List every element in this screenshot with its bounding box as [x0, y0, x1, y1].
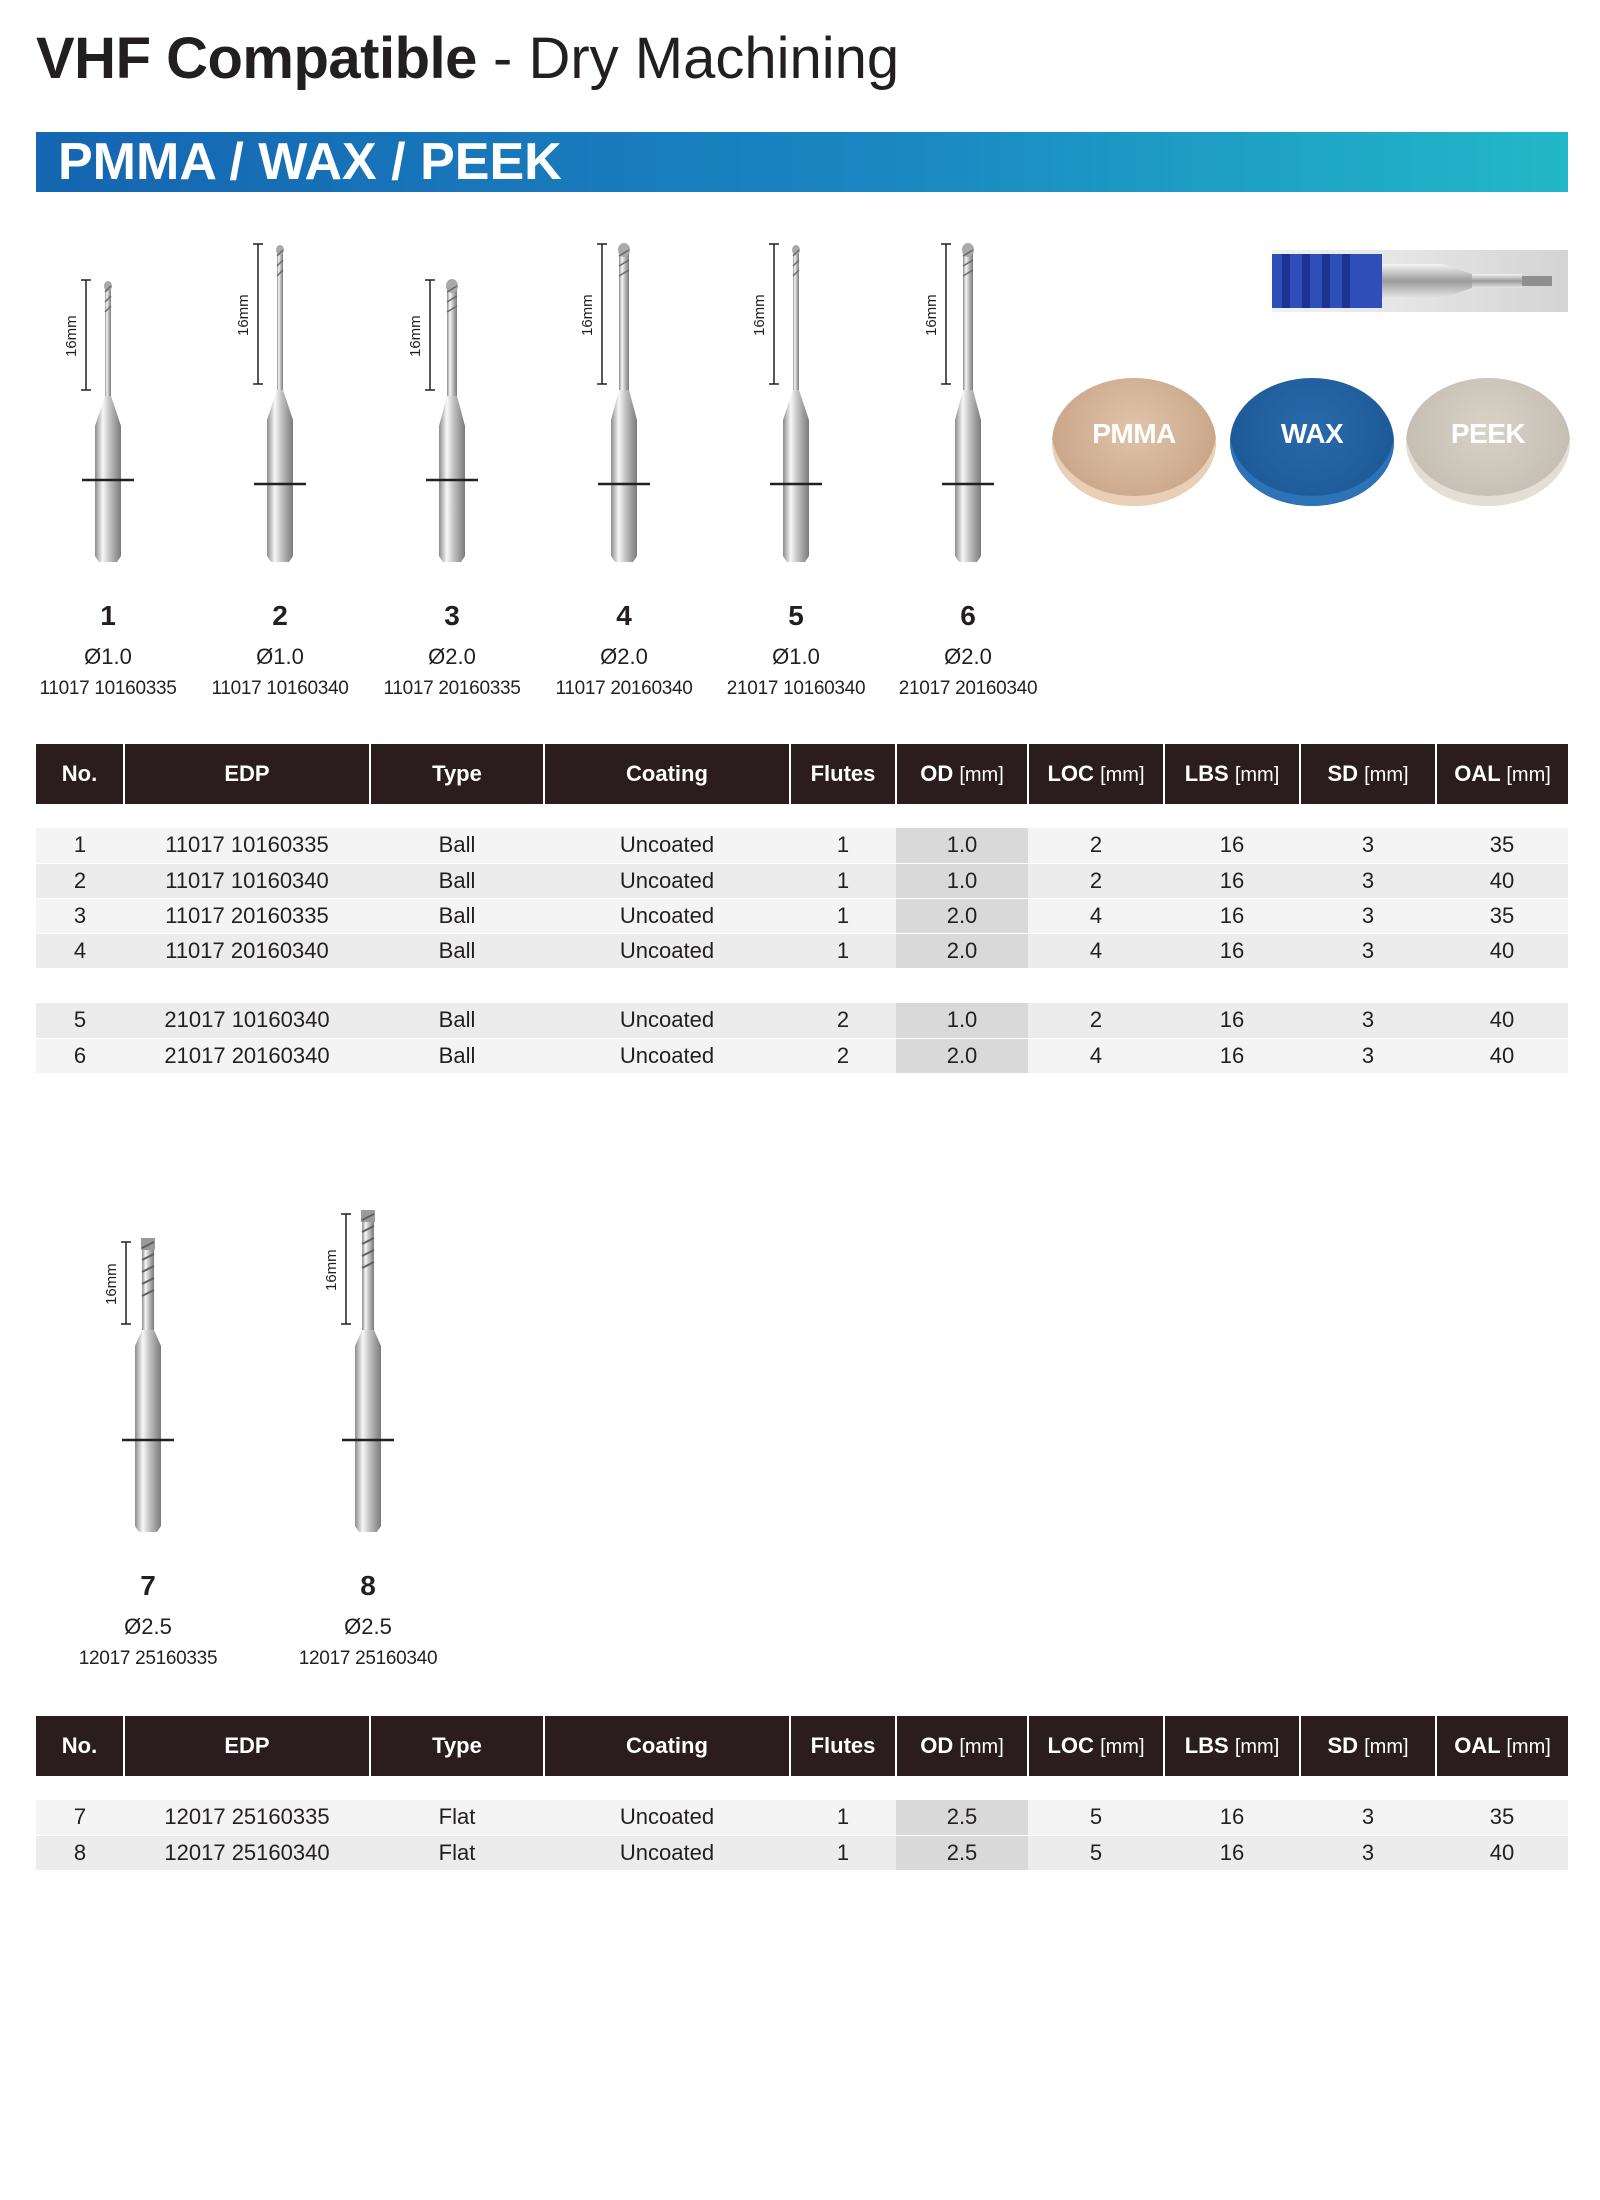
table-2-header: [36, 1716, 1568, 1776]
wax-label: WAX: [1280, 418, 1344, 449]
tool-edp: 12017 25160340: [298, 1648, 438, 1669]
end-mill-illustration: [288, 1210, 448, 1540]
col-od: OD [mm]: [896, 744, 1028, 804]
cell-loc: 2: [1028, 1003, 1164, 1038]
cell-sd: 3: [1300, 898, 1436, 933]
cell-flutes: 1: [790, 933, 896, 968]
cell-sd: 3: [1300, 1800, 1436, 1835]
cell-flutes: 1: [790, 1800, 896, 1835]
table-row: [36, 933, 1568, 968]
col-oal: OAL [mm]: [1436, 744, 1568, 804]
col-flutes: Flutes: [790, 1716, 896, 1776]
cell-od: 2.0: [896, 933, 1028, 968]
cell-oal: 40: [1436, 863, 1568, 898]
cell-loc: 5: [1028, 1835, 1164, 1870]
cell-od: 2.5: [896, 1800, 1028, 1835]
tool-edp: 21017 20160340: [898, 678, 1038, 699]
col-coating: Coating: [544, 1716, 790, 1776]
cell-flutes: 2: [790, 1038, 896, 1073]
length-label: 16mm: [63, 315, 80, 357]
cell-lbs: 16: [1164, 933, 1300, 968]
tool-edp: 21017 10160340: [726, 678, 866, 699]
table-row: [36, 898, 1568, 933]
table-row: [36, 1800, 1568, 1835]
cell-flutes: 1: [790, 1835, 896, 1870]
cell-type: Flat: [370, 1800, 544, 1835]
tool-diameter: Ø2.5: [124, 1614, 172, 1639]
spec-table-2: [36, 1716, 1568, 1871]
wax-disc: [1230, 378, 1394, 506]
cell-type: Ball: [370, 863, 544, 898]
end-mill-illustration: [68, 1210, 228, 1540]
tool-diameter: Ø2.0: [428, 644, 476, 669]
cell-oal: 40: [1436, 1835, 1568, 1870]
cell-type: Ball: [370, 1003, 544, 1038]
tool-edp: 12017 25160335: [78, 1648, 218, 1669]
table-row: [36, 828, 1568, 863]
cell-coating: Uncoated: [544, 1038, 790, 1073]
tool-number: 4: [616, 600, 632, 631]
cell-lbs: 16: [1164, 1800, 1300, 1835]
length-label: 16mm: [235, 294, 252, 336]
cell-coating: Uncoated: [544, 1835, 790, 1870]
table-row: [36, 1003, 1568, 1038]
banner-text: PMMA / WAX / PEEK: [58, 133, 562, 191]
cell-coating: Uncoated: [544, 828, 790, 863]
cell-oal: 35: [1436, 828, 1568, 863]
cell-sd: 3: [1300, 1003, 1436, 1038]
cell-lbs: 16: [1164, 1003, 1300, 1038]
title-bold: VHF Compatible: [36, 26, 477, 91]
cell-od: 2.0: [896, 1038, 1028, 1073]
tool-edp: 11017 20160340: [555, 678, 693, 699]
cell-type: Ball: [370, 828, 544, 863]
tool-number: 6: [960, 600, 976, 631]
peek-label: PEEK: [1450, 418, 1526, 449]
cell-sd: 3: [1300, 933, 1436, 968]
col-edp: EDP: [124, 1716, 370, 1776]
col-sd: SD [mm]: [1300, 744, 1436, 804]
cell-oal: 40: [1436, 1038, 1568, 1073]
table-1-header: [36, 744, 1568, 804]
cell-sd: 3: [1300, 1835, 1436, 1870]
length-label: 16mm: [923, 294, 940, 336]
page-title: [36, 24, 899, 94]
col-oal: OAL [mm]: [1436, 1716, 1568, 1776]
col-loc: LOC [mm]: [1028, 744, 1164, 804]
tool-edp: 11017 10160335: [39, 678, 177, 699]
cell-coating: Uncoated: [544, 898, 790, 933]
cell-od: 2.0: [896, 898, 1028, 933]
end-mill-illustration: [372, 240, 532, 570]
cell-loc: 5: [1028, 1800, 1164, 1835]
tool-diameter: Ø2.5: [344, 1614, 392, 1639]
cell-type: Ball: [370, 933, 544, 968]
col-type: Type: [370, 744, 544, 804]
cell-no: 5: [36, 1003, 124, 1038]
pmma-disc: [1052, 378, 1216, 506]
col-lbs: LBS [mm]: [1164, 744, 1300, 804]
cell-coating: Uncoated: [544, 933, 790, 968]
cell-edp: 21017 10160340: [124, 1003, 370, 1038]
cell-od: 2.5: [896, 1835, 1028, 1870]
cell-flutes: 1: [790, 863, 896, 898]
tool-number: 5: [788, 600, 804, 631]
col-no: No.: [36, 1716, 124, 1776]
cell-flutes: 2: [790, 1003, 896, 1038]
length-label: 16mm: [103, 1263, 120, 1305]
title-light: - Dry Machining: [493, 26, 900, 91]
cell-coating: Uncoated: [544, 1003, 790, 1038]
tool-diameter: Ø2.0: [600, 644, 648, 669]
tool-number: 3: [444, 600, 460, 631]
cell-no: 7: [36, 1800, 124, 1835]
tool-diameter: Ø2.0: [944, 644, 992, 669]
cell-oal: 40: [1436, 933, 1568, 968]
col-type: Type: [370, 1716, 544, 1776]
cell-lbs: 16: [1164, 828, 1300, 863]
length-label: 16mm: [407, 315, 424, 357]
table-row: [36, 863, 1568, 898]
cell-loc: 4: [1028, 933, 1164, 968]
length-label: 16mm: [579, 294, 596, 336]
cell-oal: 35: [1436, 1800, 1568, 1835]
table-row: [36, 1038, 1568, 1073]
col-edp: EDP: [124, 744, 370, 804]
cell-no: 3: [36, 898, 124, 933]
cell-coating: Uncoated: [544, 1800, 790, 1835]
tool-number: 7: [140, 1570, 156, 1601]
cell-loc: 2: [1028, 828, 1164, 863]
cell-sd: 3: [1300, 863, 1436, 898]
spec-table-1: [36, 744, 1568, 1074]
cell-lbs: 16: [1164, 898, 1300, 933]
length-label: 16mm: [751, 294, 768, 336]
col-lbs: LBS [mm]: [1164, 1716, 1300, 1776]
end-mill-illustration: [200, 240, 360, 570]
cell-lbs: 16: [1164, 1038, 1300, 1073]
peek-disc: [1406, 378, 1570, 506]
tool-number: 8: [360, 1570, 376, 1601]
cell-edp: 21017 20160340: [124, 1038, 370, 1073]
tool-number: 1: [100, 600, 116, 631]
table-row: [36, 1835, 1568, 1870]
end-mill-illustration: [716, 240, 876, 570]
tool-diameter: Ø1.0: [772, 644, 820, 669]
tool-edp: 11017 10160340: [211, 678, 349, 699]
cell-no: 4: [36, 933, 124, 968]
cell-coating: Uncoated: [544, 863, 790, 898]
tool-product-image: [1272, 250, 1568, 312]
tool-number: 2: [272, 600, 288, 631]
cell-od: 1.0: [896, 828, 1028, 863]
cell-no: 6: [36, 1038, 124, 1073]
col-sd: SD [mm]: [1300, 1716, 1436, 1776]
cell-type: Flat: [370, 1835, 544, 1870]
cell-edp: 12017 25160340: [124, 1835, 370, 1870]
cell-oal: 35: [1436, 898, 1568, 933]
cell-od: 1.0: [896, 1003, 1028, 1038]
cell-loc: 4: [1028, 1038, 1164, 1073]
end-mill-illustration: [28, 240, 188, 570]
cell-no: 2: [36, 863, 124, 898]
tool-diameter: Ø1.0: [84, 644, 132, 669]
cell-edp: 11017 20160340: [124, 933, 370, 968]
cell-edp: 11017 10160340: [124, 863, 370, 898]
cell-sd: 3: [1300, 1038, 1436, 1073]
cell-edp: 12017 25160335: [124, 1800, 370, 1835]
cell-oal: 40: [1436, 1003, 1568, 1038]
cell-no: 8: [36, 1835, 124, 1870]
end-mill-illustration: [888, 240, 1048, 570]
cell-no: 1: [36, 828, 124, 863]
cell-flutes: 1: [790, 828, 896, 863]
col-loc: LOC [mm]: [1028, 1716, 1164, 1776]
cell-flutes: 1: [790, 898, 896, 933]
cell-type: Ball: [370, 898, 544, 933]
col-od: OD [mm]: [896, 1716, 1028, 1776]
cell-type: Ball: [370, 1038, 544, 1073]
end-mill-illustration: [544, 240, 704, 570]
col-no: No.: [36, 744, 124, 804]
cell-lbs: 16: [1164, 1835, 1300, 1870]
pmma-label: PMMA: [1092, 418, 1176, 449]
cell-edp: 11017 10160335: [124, 828, 370, 863]
tool-edp: 11017 20160335: [383, 678, 521, 699]
cell-sd: 3: [1300, 828, 1436, 863]
cell-lbs: 16: [1164, 863, 1300, 898]
cell-loc: 4: [1028, 898, 1164, 933]
cell-edp: 11017 20160335: [124, 898, 370, 933]
cell-od: 1.0: [896, 863, 1028, 898]
length-label: 16mm: [323, 1249, 340, 1291]
col-flutes: Flutes: [790, 744, 896, 804]
tool-diameter: Ø1.0: [256, 644, 304, 669]
cell-loc: 2: [1028, 863, 1164, 898]
material-banner: [36, 132, 1568, 192]
col-coating: Coating: [544, 744, 790, 804]
